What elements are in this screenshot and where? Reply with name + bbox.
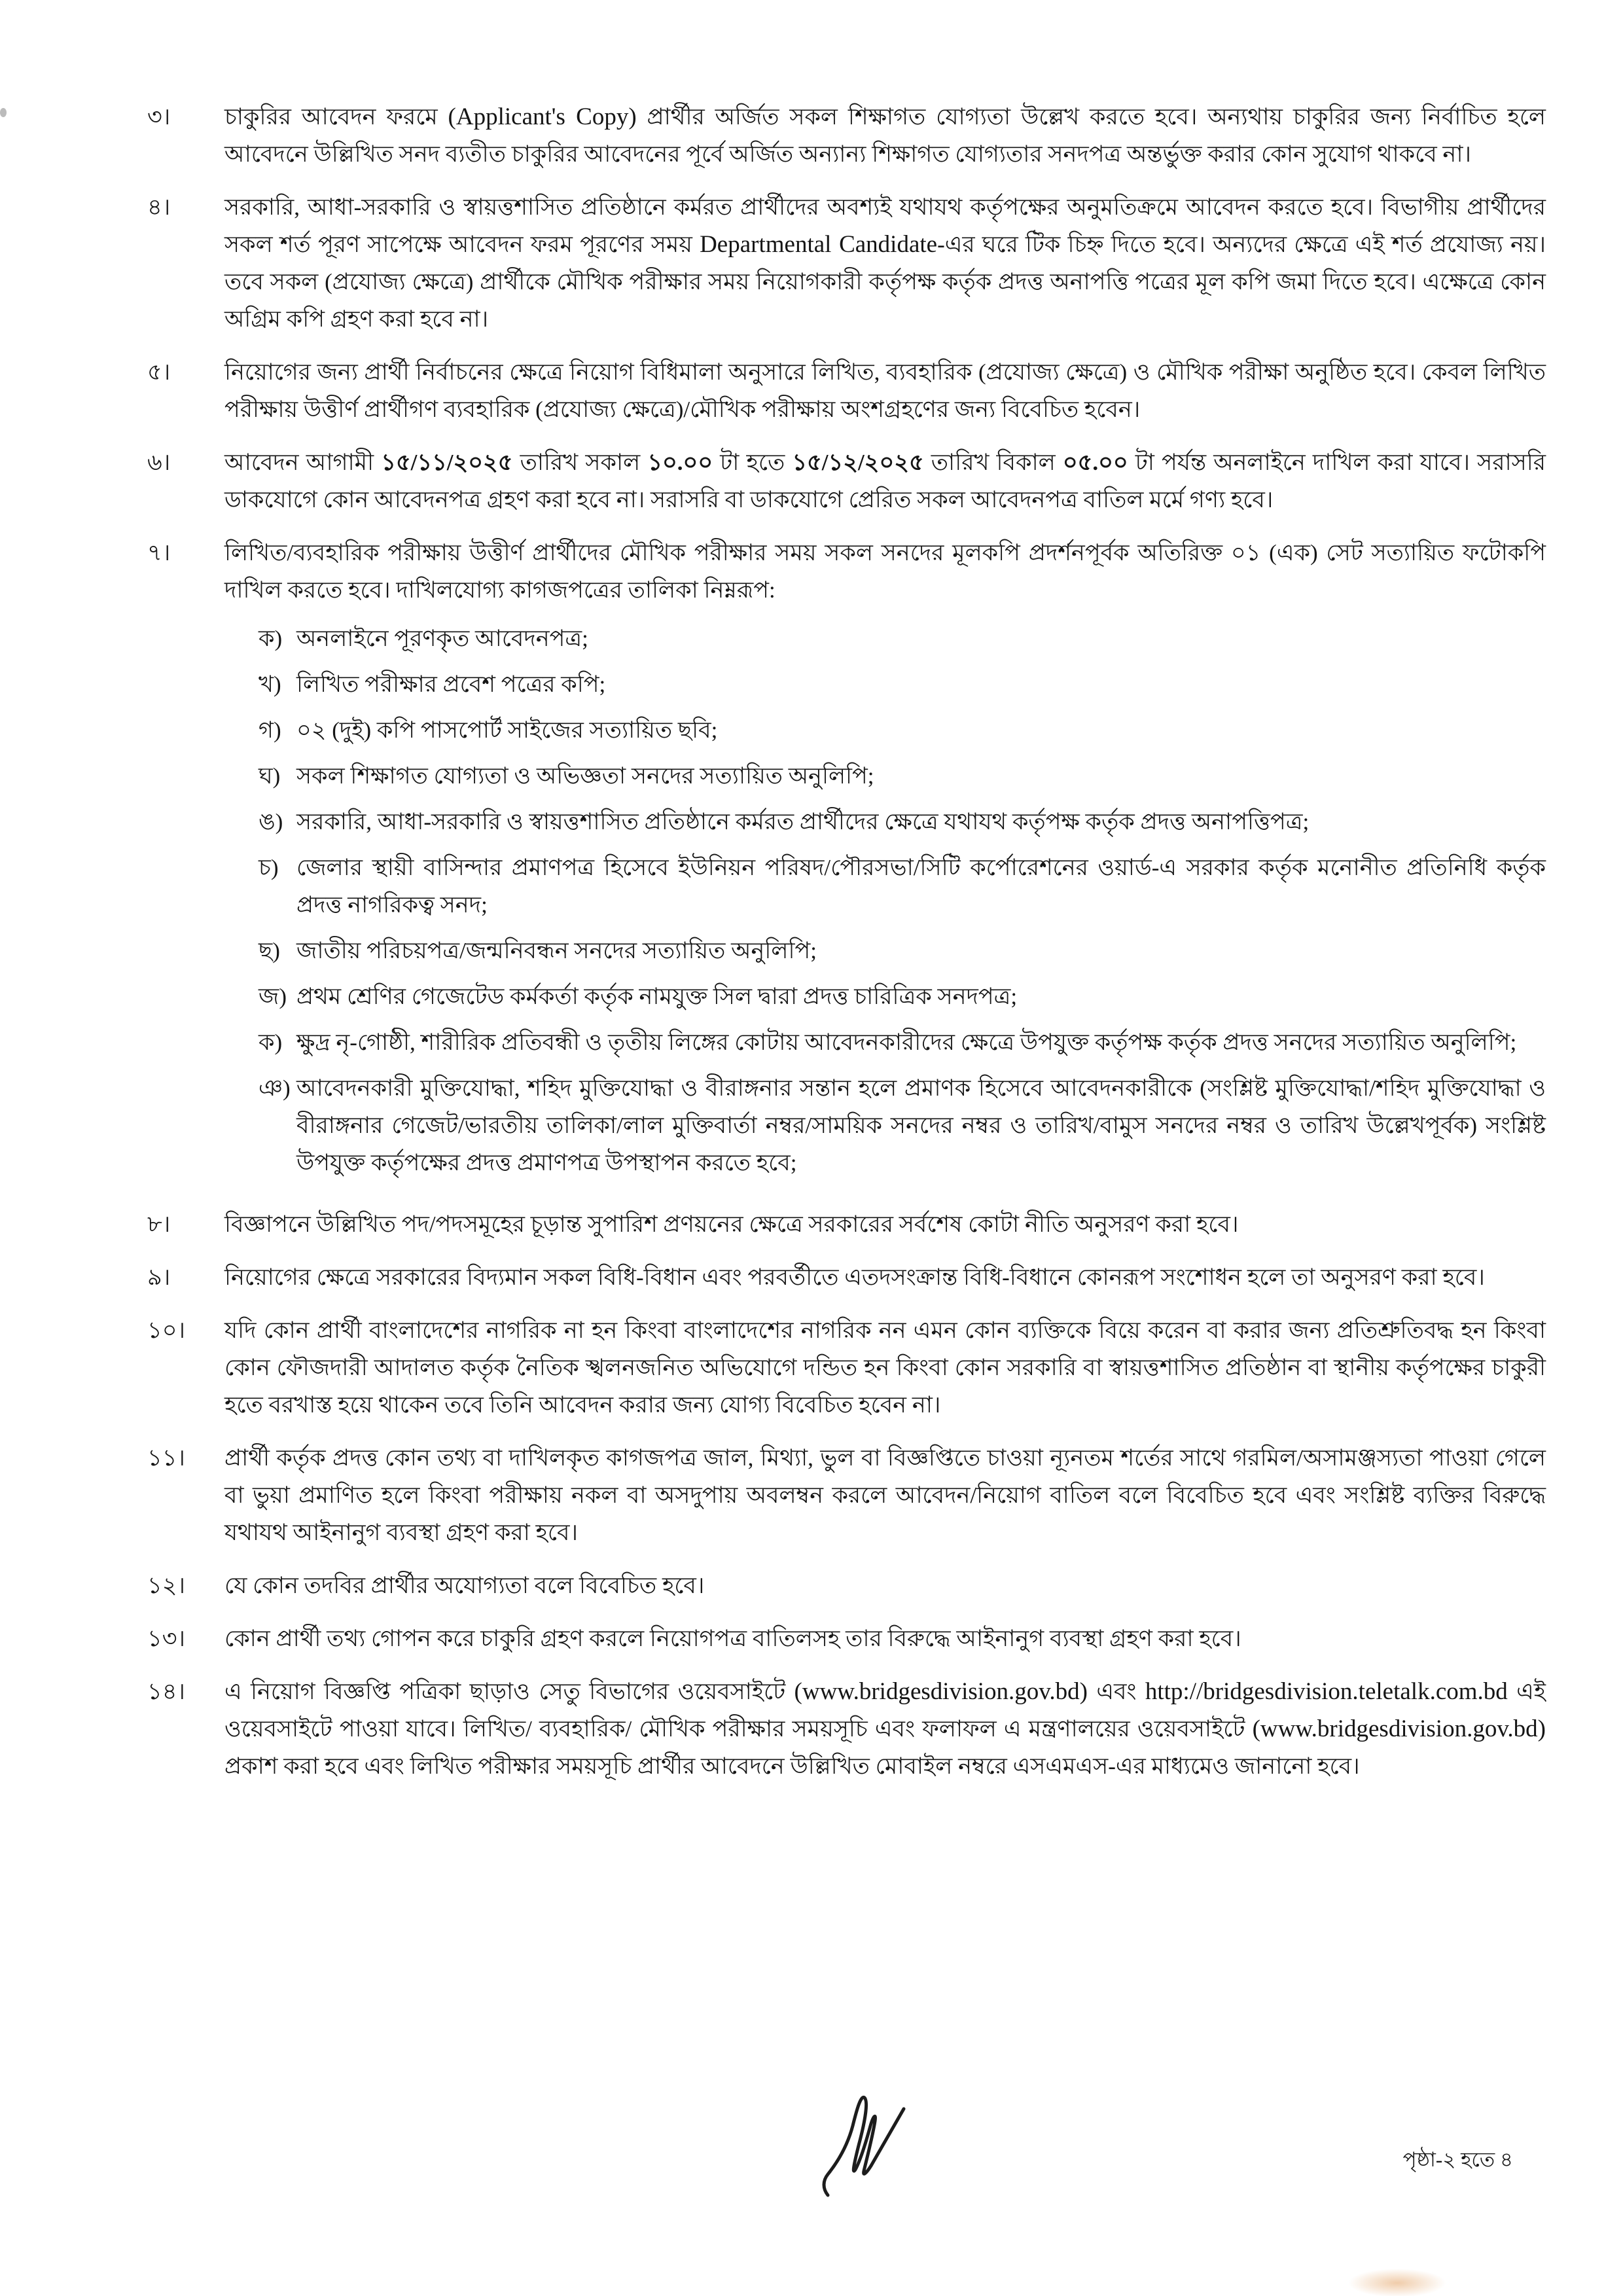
clause-13 (147, 1620, 1546, 1657)
sub-clause-label: ছ) (259, 938, 280, 963)
clause-text (224, 1673, 1546, 1785)
clause-text: নিয়োগের জন্য প্রার্থী নির্বাচনের ক্ষেত্রে নিয়োগ বিধিমালা অনুসারে লিখিত, ব্যবহারিক (প্রযোজ্য ক্ষেত্রে) ও মৌখিক পরীক্ষা অনুষ্ঠিত হবে। কেবল লিখিত পরীক্ষায় উত্তীর্ণ প্রার্থীগণ ব্যবহারিক (প্রযোজ্য ক্ষেত্রে)/মৌখিক পরীক্ষায় অংশগ্রহণের জন্য বিবেচিত হবেন। (224, 359, 1546, 422)
sub-clause-text: সরকারি, আধা-সরকারি ও স্বায়ত্তশাসিত প্রতিষ্ঠানে কর্মরত প্রার্থীদের ক্ষেত্রে যথাযথ কর্তৃপক্ষ কর্তৃক প্রদত্ত অনাপত্তিপত্র; (296, 809, 1310, 834)
sub-clause-label: গ) (259, 717, 281, 743)
clause-4 (147, 188, 1546, 338)
clause-3 (147, 98, 1546, 173)
start-time: ১০.০০ (647, 450, 713, 475)
clause-text (224, 188, 1546, 338)
page-number: পৃষ্ঠা-২ হতে ৪ (1402, 2148, 1513, 2171)
text-segment: সরকারি, আধা-সরকারি ও স্বায়ত্তশাসিত প্রতিষ্ঠানে কর্মরত প্রার্থীদের অবশ্যই যথাযথ কর্তৃপক্ষের অনুমতিক্রমে আবেদন করতে হবে। বিভাগীয় প্রার্থীদের সকল শর্ত পূরণ সাপেক্ষে আবেদন ফরম পূরণের সময় (224, 194, 1546, 257)
website-url: (www.bridgesdivision.gov.bd) (794, 1678, 1088, 1705)
start-date: ১৫/১১/২০২৫ (381, 450, 513, 475)
clause-6 (147, 444, 1546, 518)
sub-clause-label: খ) (259, 672, 281, 697)
clause-11 (147, 1439, 1546, 1551)
terms-list (147, 98, 1546, 1801)
clause-number: ৮। (147, 1211, 171, 1237)
text-segment: প্রার্থীর অর্জিত সকল শিক্ষাগত যোগ্যতা উল্লেখ করতে হবে। অন্যথায় চাকুরির জন্য নির্বাচিত হলে আবেদনে উল্লিখিত সনদ ব্যতীত চাকুরির আবেদনের পূর্বে অর্জিত অন্যান্য শিক্ষাগত যোগ্যতার সনদপত্র অন্তর্ভুক্ত করার কোন সুযোগ থাকবে না। (224, 104, 1546, 167)
text-segment-latin: Departmental Candidate (700, 231, 938, 258)
end-time: ০৫.০০ (1062, 450, 1128, 475)
text-segment: টা হতে (713, 450, 793, 475)
sub-clause-text: অনলাইনে পূরণকৃত আবেদনপত্র; (296, 626, 588, 651)
clause-text: নিয়োগের ক্ষেত্রে সরকারের বিদ্যমান সকল বিধি-বিধান এবং পরবর্তীতে এতদসংক্রান্ত বিধি-বিধানে কোনরূপ সংশোধন হলে তা অনুসরণ করা হবে। (224, 1265, 1485, 1290)
clause-number: ১১। (147, 1445, 185, 1471)
text-segment: প্রকাশ করা হবে এবং লিখিত পরীক্ষার সময়সূচি প্রার্থীর আবেদনে উল্লিখিত মোবাইল নম্বরে এসএমএস-এর মাধ্যমেও জানানো হবে। (224, 1753, 1360, 1779)
website-url: http://bridgesdivision.teletalk.com.bd (1145, 1678, 1508, 1705)
clause-14 (147, 1673, 1546, 1785)
text-segment: এবং (1087, 1679, 1145, 1704)
text-segment-latin: (Applicant's Copy) (448, 103, 637, 130)
clause-number: ৯। (147, 1265, 171, 1290)
clause-5 (147, 353, 1546, 428)
sub-clause-gha (259, 757, 1546, 795)
clause-text (224, 98, 1546, 173)
clause-number: ১০। (147, 1318, 185, 1343)
sub-clause-label: চ) (259, 855, 279, 880)
clause-text: যে কোন তদবির প্রার্থীর অযোগ্যতা বলে বিবেচিত হবে। (224, 1573, 705, 1598)
sub-clause-nya (259, 1069, 1546, 1181)
sub-clause-label: ঙ) (259, 809, 283, 834)
text-segment: তারিখ সকাল (512, 450, 648, 475)
sub-clause-text: প্রথম শ্রেণির গেজেটেড কর্মকর্তা কর্তৃক নামযুক্ত সিল দ্বারা প্রদত্ত চারিত্রিক সনদপত্র; (296, 984, 1018, 1009)
text-segment: এ নিয়োগ বিজ্ঞপ্তি পত্রিকা ছাড়াও সেতু বিভাগের ওয়েবসাইটে (224, 1679, 794, 1704)
end-date: ১৫/১২/২০২৫ (792, 450, 924, 475)
sub-clause-chha (259, 932, 1546, 969)
clause-number: ৭। (147, 540, 171, 565)
scan-smudge (1348, 2269, 1446, 2296)
sub-clause-ka2 (259, 1024, 1546, 1061)
clause-12 (147, 1567, 1546, 1604)
website-url: (www.bridgesdivision.gov.bd) (1252, 1715, 1546, 1742)
text-segment: তারিখ বিকাল (923, 450, 1063, 475)
sub-clause-label: ক) (259, 1030, 283, 1055)
scan-speck (0, 108, 7, 117)
clause-text (224, 444, 1546, 518)
clause-number: ৫। (147, 359, 171, 385)
clause-number: ৪। (147, 194, 171, 220)
text-segment: -এর ঘরে টিক চিহ্ন দিতে হবে। অন্যদের ক্ষেত্রে এই শর্ত প্রযোজ্য নয়। তবে সকল (প্রযোজ্য ক্ষেত্রে) প্রার্থীকে মৌখিক পরীক্ষার সময় নিয়োগকারী কর্তৃপক্ষ কর্তৃক প্রদত্ত অনাপত্তি পত্রের মূল কপি জমা দিতে হবে। এক্ষেত্রে কোন অগ্রিম কপি গ্রহণ করা হবে না। (224, 232, 1546, 332)
clause-number: ৬। (147, 450, 171, 475)
sub-clause-ga (259, 711, 1546, 749)
sub-clause-ja (259, 978, 1546, 1015)
clause-7 (147, 534, 1546, 1190)
sub-clause-label: ঘ) (259, 763, 281, 789)
document-checklist (224, 609, 1546, 1181)
clause-text: বিজ্ঞাপনে উল্লিখিত পদ/পদসমূহের চূড়ান্ত সুপারিশ প্রণয়নের ক্ষেত্রে সরকারের সর্বশেষ কোটা নীতি অনুসরণ করা হবে। (224, 1211, 1239, 1237)
signature (821, 2080, 908, 2200)
sub-clause-text: লিখিত পরীক্ষার প্রবেশ পত্রের কপি; (296, 672, 606, 697)
clause-number: ১৩। (147, 1626, 185, 1651)
sub-clause-text: জাতীয় পরিচয়পত্র/জন্মনিবন্ধন সনদের সত্যায়িত অনুলিপি; (296, 938, 817, 963)
sub-clause-kha (259, 666, 1546, 703)
clause-text: কোন প্রার্থী তথ্য গোপন করে চাকুরি গ্রহণ করলে নিয়োগপত্র বাতিলসহ তার বিরুদ্ধে আইনানুগ ব্যবস্থা গ্রহণ করা হবে। (224, 1626, 1241, 1651)
clause-10 (147, 1312, 1546, 1424)
text-segment: এই ওয়েবসাইটে পাওয়া যাবে। লিখিত/ ব্যবহারিক/ মৌখিক পরীক্ষার সময়সূচি এবং ফলাফল এ মন্ত্রণালয়ের ওয়েবসাইটে (224, 1679, 1546, 1742)
sub-clause-ka (259, 620, 1546, 657)
clause-number: ৩। (147, 104, 171, 130)
sub-clause-text: আবেদনকারী মুক্তিযোদ্ধা, শহিদ মুক্তিযোদ্ধা ও বীরাঙ্গনার সন্তান হলে প্রমাণক হিসেবে আবেদনকারীকে (সংশ্লিষ্ট মুক্তিযোদ্ধা/শহিদ মুক্তিযোদ্ধা ও বীরাঙ্গনার গেজেট/ভারতীয় তালিকা/লাল মুক্তিবার্তা নম্বর/সাময়িক সনদের নম্বর ও তারিখ/বামুস সনদের নম্বর ও তারিখ উল্লেখপূর্বক) সংশ্লিষ্ট উপযুক্ত কর্তৃপক্ষের প্রদত্ত প্রমাণপত্র উপস্থাপন করতে হবে; (296, 1075, 1546, 1175)
clause-number: ১৪। (147, 1679, 185, 1704)
clause-8 (147, 1206, 1546, 1243)
sub-clause-cha (259, 849, 1546, 924)
sub-clause-label: ক) (259, 626, 283, 651)
clause-text: যদি কোন প্রার্থী বাংলাদেশের নাগরিক না হন কিংবা বাংলাদেশের নাগরিক নন এমন কোন ব্যক্তিকে বিয়ে করেন বা করার জন্য প্রতিশ্রুতিবদ্ধ হন কিংবা কোন ফৌজদারী আদালত কর্তৃক নৈতিক স্খলনজনিত অভিযোগে দন্ডিত হন কিংবা কোন সরকারি বা স্বায়ত্তশাসিত প্রতিষ্ঠান বা স্থানীয় কর্তৃপক্ষের চাকুরী হতে বরখাস্ত হয়ে থাকেন তবে তিনি আবেদন করার জন্য যোগ্য বিবেচিত হবেন না। (224, 1318, 1546, 1418)
sub-clause-text: ক্ষুদ্র নৃ-গোষ্ঠী, শারীরিক প্রতিবন্ধী ও তৃতীয় লিঙ্গের কোটায় আবেদনকারীদের ক্ষেত্রে উপযুক্ত কর্তৃপক্ষ কর্তৃক প্রদত্ত সনদের সত্যায়িত অনুলিপি; (296, 1030, 1517, 1055)
clause-text (224, 534, 1546, 1190)
text-segment: লিখিত/ব্যবহারিক পরীক্ষায় উত্তীর্ণ প্রার্থীদের মৌখিক পরীক্ষার সময় সকল সনদের মূলকপি প্রদর্শনপূর্বক অতিরিক্ত ০১ (এক) সেট সত্যায়িত ফটোকপি দাখিল করতে হবে। দাখিলযোগ্য কাগজপত্রের তালিকা নিম্নরূপ: (224, 540, 1546, 603)
sub-clause-label: জ) (259, 984, 287, 1009)
clause-text: প্রার্থী কর্তৃক প্রদত্ত কোন তথ্য বা দাখিলকৃত কাগজপত্র জাল, মিথ্যা, ভুল বা বিজ্ঞপ্তিতে চাওয়া ন্যূনতম শর্তের সাথে গরমিল/অসামঞ্জস্যতা পাওয়া গেলে বা ভুয়া প্রমাণিত হলে কিংবা পরীক্ষায় নকল বা অসদুপায় অবলম্বন করলে আবেদন/নিয়োগ বাতিল বলে বিবেচিত হবে এবং সংশ্লিষ্ট ব্যক্তির বিরুদ্ধে যথাযথ আইনানুগ ব্যবস্থা গ্রহণ করা হবে। (224, 1445, 1546, 1545)
clause-9 (147, 1259, 1546, 1296)
text-segment: চাকুরির আবেদন ফরমে (224, 104, 448, 130)
sub-clause-text: সকল শিক্ষাগত যোগ্যতা ও অভিজ্ঞতা সনদের সত্যায়িত অনুলিপি; (296, 763, 874, 789)
sub-clause-text: জেলার স্থায়ী বাসিন্দার প্রমাণপত্র হিসেবে ইউনিয়ন পরিষদ/পৌরসভা/সিটি কর্পোরেশনের ওয়ার্ড-এ সরকার কর্তৃক মনোনীত প্রতিনিধি কর্তৃক প্রদত্ত নাগরিকত্ব সনদ; (296, 855, 1546, 918)
text-segment: আবেদন আগামী (224, 450, 382, 475)
sub-clause-uma (259, 803, 1546, 840)
text-segment: টা পর্যন্ত অনলাইনে দাখিল করা যাবে। সরাসরি ডাকযোগে কোন আবেদনপত্র গ্রহণ করা হবে না। সরাসরি বা ডাকযোগে প্রেরিত সকল আবেদনপত্র বাতিল মর্মে গণ্য হবে। (224, 450, 1546, 512)
sub-clause-label: ঞ) (259, 1075, 291, 1101)
sub-clause-text: ০২ (দুই) কপি পাসপোর্ট সাইজের সত্যায়িত ছবি; (296, 717, 718, 743)
clause-number: ১২। (147, 1573, 185, 1598)
